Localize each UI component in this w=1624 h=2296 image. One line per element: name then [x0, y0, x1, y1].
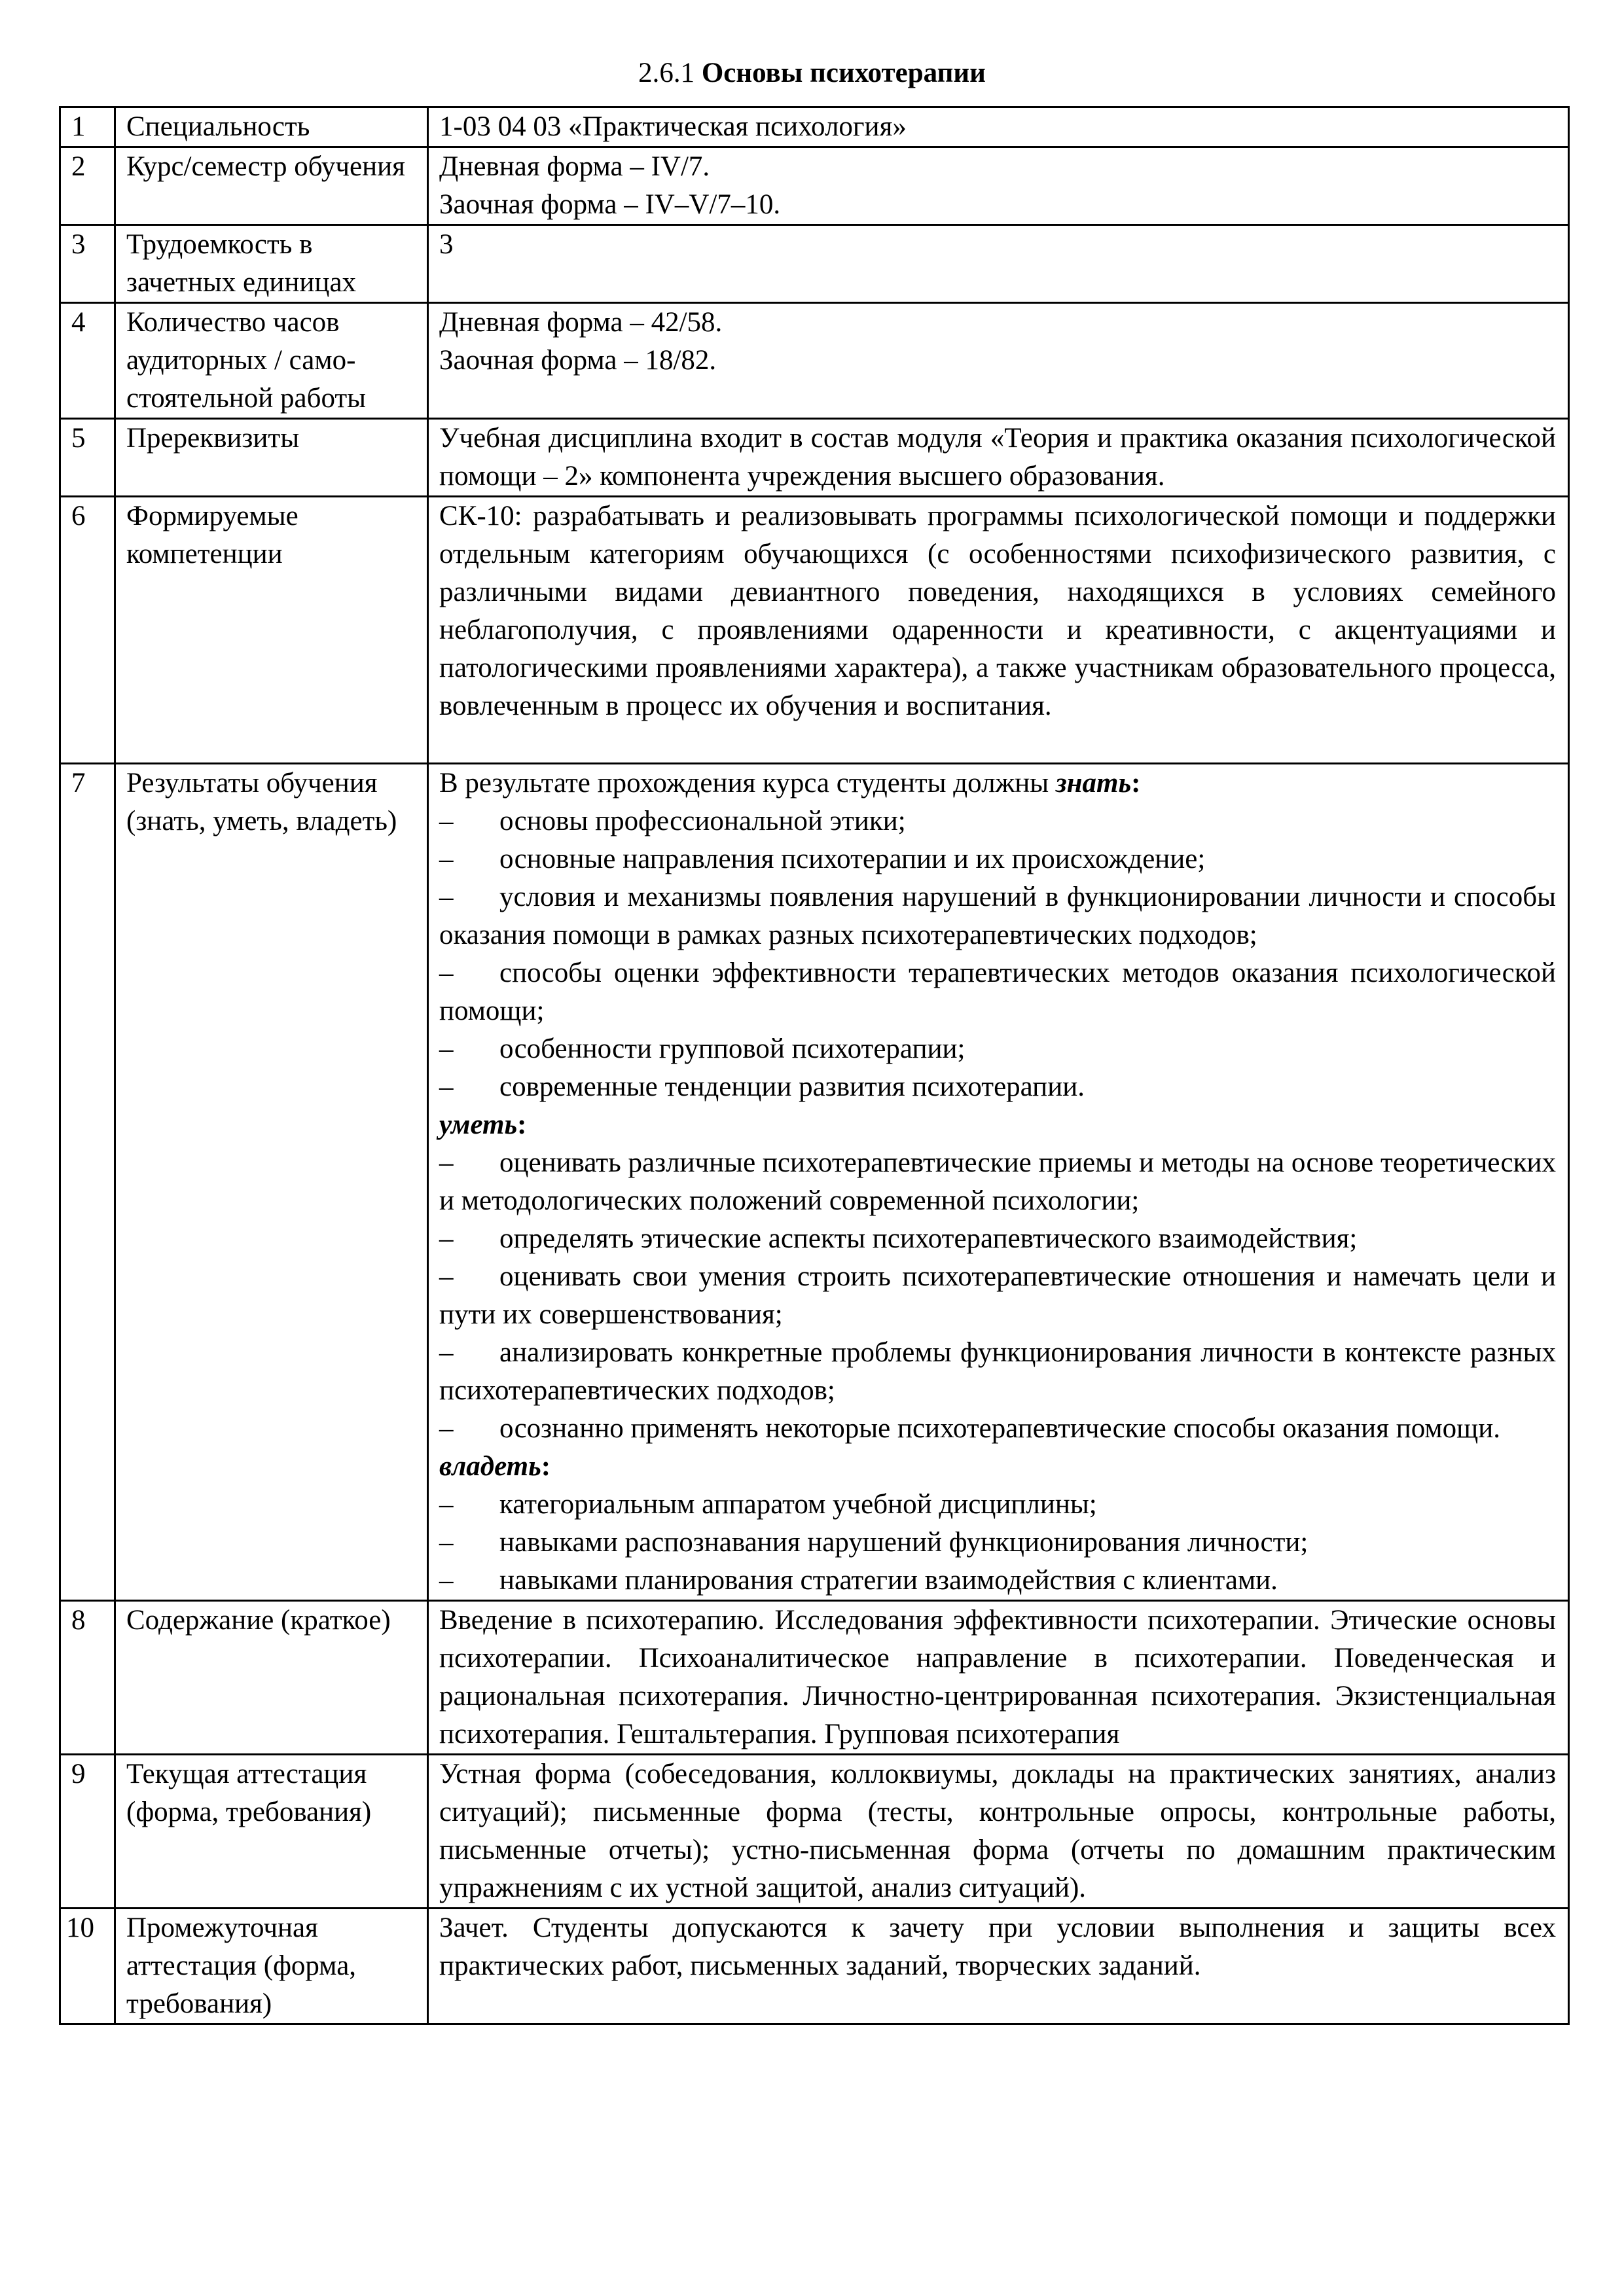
own-heading-line: владеть:	[439, 1451, 551, 1482]
row-number: 2	[60, 147, 115, 225]
row-number: 9	[60, 1755, 115, 1909]
dash-marker: –	[439, 1565, 454, 1596]
row-content: Введение в психотерапию. Исследования эффективности психотерапии. Этические основы психотерапии. Психоаналитическое направление в психотерапии. Поведенческая и рациональная психотерапия. Личностно-центрированная психотерапия. Экзистенциальная психотерапия. Гештальтерапия. Групповая психотерапия	[428, 1601, 1569, 1755]
own-item: – навыками распознавания нарушений функционирования личности;	[439, 1524, 1556, 1562]
row-label: Пререквизиты	[115, 419, 428, 497]
row-number: 4	[60, 303, 115, 419]
row-label: Промежуточная аттестация (форма, требования)	[115, 1909, 428, 2024]
know-item: – современные тенденции развития психотерапии.	[439, 1068, 1556, 1106]
dash-marker: –	[439, 1527, 454, 1558]
title-text: Основы психотерапии	[701, 58, 986, 88]
dash-marker: –	[439, 1489, 454, 1520]
own-item: – навыками планирования стратегии взаимодействия с клиентами.	[439, 1562, 1556, 1600]
content-line: Заочная форма – 18/82.	[439, 345, 717, 376]
row-content	[428, 303, 1569, 419]
row-content	[428, 107, 1569, 147]
row-number: 8	[60, 1601, 115, 1755]
own-item: – категориальным аппаратом учебной дисциплины;	[439, 1486, 1556, 1524]
title-number: 2.6.1	[638, 58, 695, 88]
row-label: Курс/семестр обучения	[115, 147, 428, 225]
row-content	[428, 764, 1569, 1601]
dash-marker: –	[439, 844, 454, 874]
know-item: – особенности групповой психотерапии;	[439, 1030, 1556, 1068]
dash-marker: –	[439, 1033, 454, 1064]
dash-marker: –	[439, 958, 454, 988]
table-row-prerequisites	[60, 419, 1569, 497]
intro-text: В результате прохождения курса студенты должны	[439, 768, 1049, 798]
row-label: Содержание (краткое)	[115, 1601, 428, 1755]
content-line: Дневная форма – IV/7.	[439, 151, 710, 182]
dash-marker: –	[439, 1261, 454, 1292]
dash-marker: –	[439, 1413, 454, 1444]
can-item: – оценивать свои умения строить психотерапевтические отношения и намечать цели и пути их совершенствования;	[439, 1258, 1556, 1334]
know-item: – основы профессиональной этики;	[439, 802, 1556, 840]
row-number: 10	[60, 1909, 115, 2024]
row-content	[428, 147, 1569, 225]
row-content	[428, 225, 1569, 303]
syllabus-table	[59, 106, 1570, 2025]
table-row-current-assessment	[60, 1755, 1569, 1909]
can-item: – анализировать конкретные проблемы функционирования личности в контексте разных психотерапевтических подходов;	[439, 1334, 1556, 1410]
table-row-learning-outcomes	[60, 764, 1569, 1601]
row-number: 1	[60, 107, 115, 147]
row-number: 6	[60, 497, 115, 764]
can-heading-line: уметь:	[439, 1109, 527, 1140]
row-label: Количество часов аудиторных / само-стоятельной работы	[115, 303, 428, 419]
content-line: 1-03 04 03 «Практическая психология»	[439, 111, 907, 142]
row-content: СК-10: разрабатывать и реализовывать программы психологической помощи и поддержки отдельным категориям обучающихся (с особенностями психофизического развития, с различными видами девиантного поведения, находящихся в условиях семейного неблагополучия, с проявлениями одаренности и креативности, с акцентуациями и патологическими проявлениями характера), а также участникам образовательного процесса, вовлеченным в процесс их обучения и воспитания.	[428, 497, 1569, 764]
row-content: Устная форма (собеседования, коллоквиумы, доклады на практических занятиях, анализ ситуаций); письменные форма (тесты, контрольные опросы, контрольные работы, письменные отчеты); устно-письменная форма (отчеты по домашним практическим упражнениям с их устной защитой, анализ ситуаций).	[428, 1755, 1569, 1909]
know-item: – способы оценки эффективности терапевтических методов оказания психологической помощи;	[439, 954, 1556, 1030]
content-line: Заочная форма – IV–V/7–10.	[439, 189, 781, 220]
outcomes-intro: В результате прохождения курса студенты должны знать:	[439, 768, 1141, 798]
table-row-content	[60, 1601, 1569, 1755]
know-item: – основные направления психотерапии и их происхождение;	[439, 840, 1556, 878]
know-heading: знать	[1055, 768, 1132, 798]
dash-marker: –	[439, 1147, 454, 1178]
row-label: Специальность	[115, 107, 428, 147]
table-row-interim-assessment	[60, 1909, 1569, 2024]
own-heading: владеть	[439, 1451, 541, 1482]
page-title	[0, 54, 1624, 93]
content-line: Дневная форма – 42/58.	[439, 307, 723, 338]
table-row-course-semester	[60, 147, 1569, 225]
row-content: Учебная дисциплина входит в состав модуля «Теория и практика оказания психологической помощи – 2» компонента учреждения высшего образования.	[428, 419, 1569, 497]
row-number: 3	[60, 225, 115, 303]
table-row-competencies	[60, 497, 1569, 764]
row-number: 5	[60, 419, 115, 497]
dash-marker: –	[439, 806, 454, 836]
row-label: Трудоемкость в зачетных единицах	[115, 225, 428, 303]
table-row-hours	[60, 303, 1569, 419]
dash-marker: –	[439, 882, 454, 912]
row-content: Зачет. Студенты допускаются к зачету при условии выполнения и защиты всех практических работ, письменных заданий, творческих заданий.	[428, 1909, 1569, 2024]
can-heading: уметь	[439, 1109, 518, 1140]
table-row-specialty	[60, 107, 1569, 147]
table-row-credits	[60, 225, 1569, 303]
row-label: Формируемые компетенции	[115, 497, 428, 764]
row-number: 7	[60, 764, 115, 1601]
know-item: – условия и механизмы появления нарушений в функционировании личности и способы оказания помощи в рамках разных психотерапевтических подходов;	[439, 878, 1556, 954]
row-label: Текущая аттестация (форма, требования)	[115, 1755, 428, 1909]
dash-marker: –	[439, 1337, 454, 1368]
dash-marker: –	[439, 1223, 454, 1254]
can-item: – оценивать различные психотерапевтические приемы и методы на основе теоретических и методологических положений современной психологии;	[439, 1144, 1556, 1220]
row-label: Результаты обучения (знать, уметь, владеть)	[115, 764, 428, 1601]
can-item: – осознанно применять некоторые психотерапевтические способы оказания помощи.	[439, 1410, 1556, 1448]
can-item: – определять этические аспекты психотерапевтического взаимодействия;	[439, 1220, 1556, 1258]
dash-marker: –	[439, 1071, 454, 1102]
content-line: 3	[439, 229, 454, 260]
